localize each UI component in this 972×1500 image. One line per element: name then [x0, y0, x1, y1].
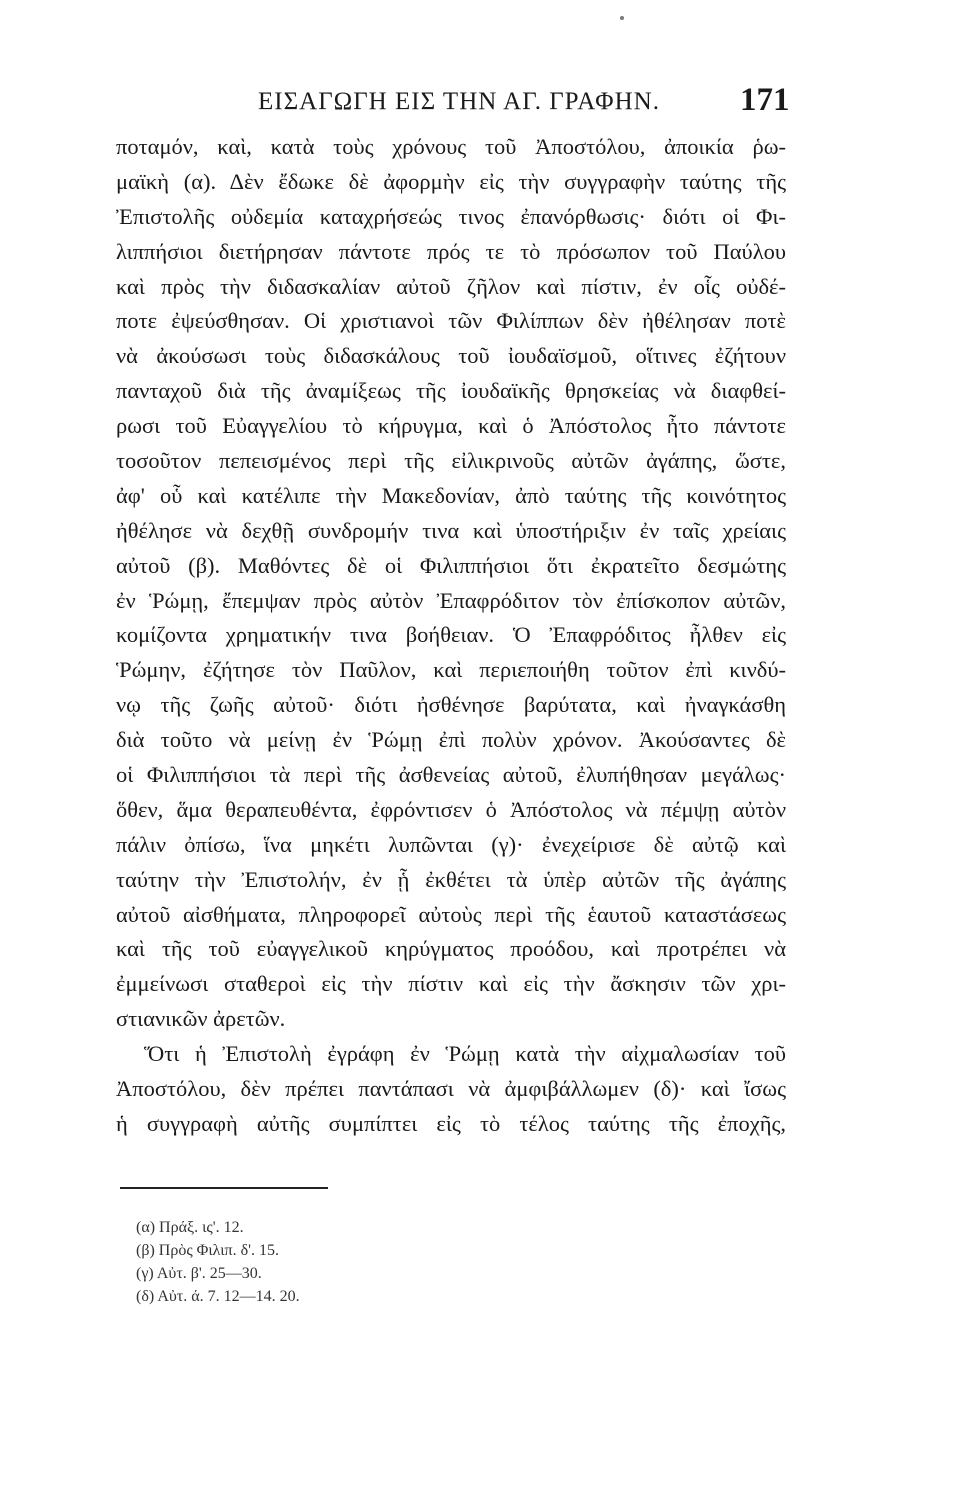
text-line: καὶ πρὸς τὴν διδασκαλίαν αὐτοῦ ζῆλον καὶ πίστιν, ἐν οἷς οὐδέ-: [116, 273, 786, 299]
footnote-c: (γ) Αὐτ. β'. 25—30.: [136, 1265, 262, 1282]
text-line: νῳ τῆς ζωῆς αὐτοῦ· διότι ἠσθένησε βαρύτατα, καὶ ἠναγκάσθη: [116, 692, 786, 718]
text-line: πανταχοῦ διὰ τῆς ἀναμίξεως τῆς ἰουδαϊκῆς θρησκείας νὰ διαφθεί-: [116, 378, 786, 404]
text-line: τοσοῦτον πεπεισμένος περὶ τῆς εἰλικρινοῦς αὐτῶν ἀγάπης, ὥστε,: [116, 448, 786, 474]
page-number: 171: [740, 82, 790, 118]
footnote-a: (α) Πράξ. ις'. 12.: [136, 1219, 244, 1236]
text-line: διὰ τοῦτο νὰ μείνῃ ἐν Ῥώμῃ ἐπὶ πολὺν χρόνον. Ἀκούσαντες δὲ: [116, 727, 786, 753]
text-line: νὰ ἀκούσωσι τοὺς διδασκάλους τοῦ ἰουδαϊσμοῦ, οἵτινες ἐζήτουν: [116, 343, 786, 369]
text-line: ὅθεν, ἅμα θεραπευθέντα, ἐφρόντισεν ὁ Ἀπόστολος νὰ πέμψῃ αὐτὸν: [116, 796, 786, 822]
text-line: ρωσι τοῦ Εὐαγγελίου τὸ κήρυγμα, καὶ ὁ Ἀπόστολος ἦτο πάντοτε: [116, 413, 786, 439]
text-line-paragraph-end: στιανικῶν ἀρετῶν.: [116, 1006, 286, 1032]
print-speck: [620, 16, 624, 20]
text-line: Ἐπιστολῆς οὐδεμία καταχρήσεώς τινος ἐπανόρθωσις· διότι οἱ Φι-: [116, 203, 786, 229]
text-line: ποταμόν, καὶ, κατὰ τοὺς χρόνους τοῦ Ἀποστόλου, ἀποικία ῥω-: [116, 134, 786, 159]
text-line: ἡ συγγραφὴ αὐτῆς συμπίπτει εἰς τὸ τέλος ταύτης τῆς ἐποχῆς,: [116, 1110, 786, 1136]
text-line: Ἀποστόλου, δὲν πρέπει παντάπασι νὰ ἀμφιβάλλωμεν (δ)· καὶ ἴσως: [116, 1076, 786, 1102]
text-line: ἠθέλησε νὰ δεχθῇ συνδρομήν τινα καὶ ὑποστήριξιν ἐν ταῖς χρείαις: [116, 517, 786, 543]
footnote-d: (δ) Αὐτ. ά. 7. 12—14. 20.: [136, 1288, 300, 1305]
text-line: καὶ τῆς τοῦ εὐαγγελικοῦ κηρύγματος προόδου, καὶ προτρέπει νὰ: [116, 936, 786, 962]
text-line: ἐμμείνωσι σταθεροὶ εἰς τὴν πίστιν καὶ εἰς τὴν ἄσκησιν τῶν χρι-: [116, 971, 786, 997]
text-line: ἐν Ῥώμῃ, ἔπεμψαν πρὸς αὐτὸν Ἐπαφρόδιτον τὸν ἐπίσκοπον αὐτῶν,: [116, 587, 786, 613]
text-line-paragraph-start: Ὅτι ἡ Ἐπιστολὴ ἐγράφη ἐν Ῥώμῃ κατὰ τὴν αἰχμαλωσίαν τοῦ: [144, 1041, 786, 1067]
text-line: κομίζοντα χρηματικήν τινα βοήθειαν. Ὁ Ἐπαφρόδιτος ἦλθεν εἰς: [116, 622, 786, 648]
text-line: ποτε ἐψεύσθησαν. Οἱ χριστιανοὶ τῶν Φιλίππων δὲν ἠθέλησαν ποτὲ: [116, 308, 786, 334]
text-line: αὐτοῦ αἰσθήματα, πληροφορεῖ αὐτοὺς περὶ τῆς ἑαυτοῦ καταστάσεως: [116, 901, 786, 927]
text-line: ἀφ' οὗ καὶ κατέλιπε τὴν Μακεδονίαν, ἀπὸ ταύτης τῆς κοινότητος: [116, 482, 786, 508]
text-line: αὐτοῦ (β). Μαθόντες δὲ οἱ Φιλιππήσιοι ὅτι ἐκρατεῖτο δεσμώτης: [116, 552, 786, 578]
text-line: Ῥώμην, ἐζήτησε τὸν Παῦλον, καὶ περιεποιήθη τοῦτον ἐπὶ κινδύ-: [116, 657, 786, 683]
footnotes: [136, 1216, 300, 1308]
text-line: λιππήσιοι διετήρησαν πάντοτε πρός τε τὸ πρόσωπον τοῦ Παύλου: [116, 238, 786, 264]
running-head: ΕΙΣΑΓΩΓΗ ΕΙΣ ΤΗΝ ΑΓ. ΓΡΑΦΗΝ.: [258, 88, 660, 115]
text-line: ταύτην τὴν Ἐπιστολήν, ἐν ᾗ ἐκθέτει τὰ ὑπὲρ αὐτῶν τῆς ἀγάπης: [116, 866, 786, 892]
footnote-b: (β) Πρὸς Φιλιπ. δ'. 15.: [136, 1242, 280, 1259]
text-line: πάλιν ὀπίσω, ἵνα μηκέτι λυπῶνται (γ)· ἐνεχείρισε δὲ αὐτῷ καὶ: [116, 831, 786, 857]
footnote-divider: [120, 1187, 328, 1189]
text-line: οἱ Φιλιππήσιοι τὰ περὶ τῆς ἀσθενείας αὐτοῦ, ἐλυπήθησαν μεγάλως·: [116, 762, 786, 788]
text-line: μαϊκὴ (α). Δὲν ἔδωκε δὲ ἀφορμὴν εἰς τὴν συγγραφὴν ταύτης τῆς: [116, 168, 786, 194]
body-text: [116, 130, 786, 1142]
